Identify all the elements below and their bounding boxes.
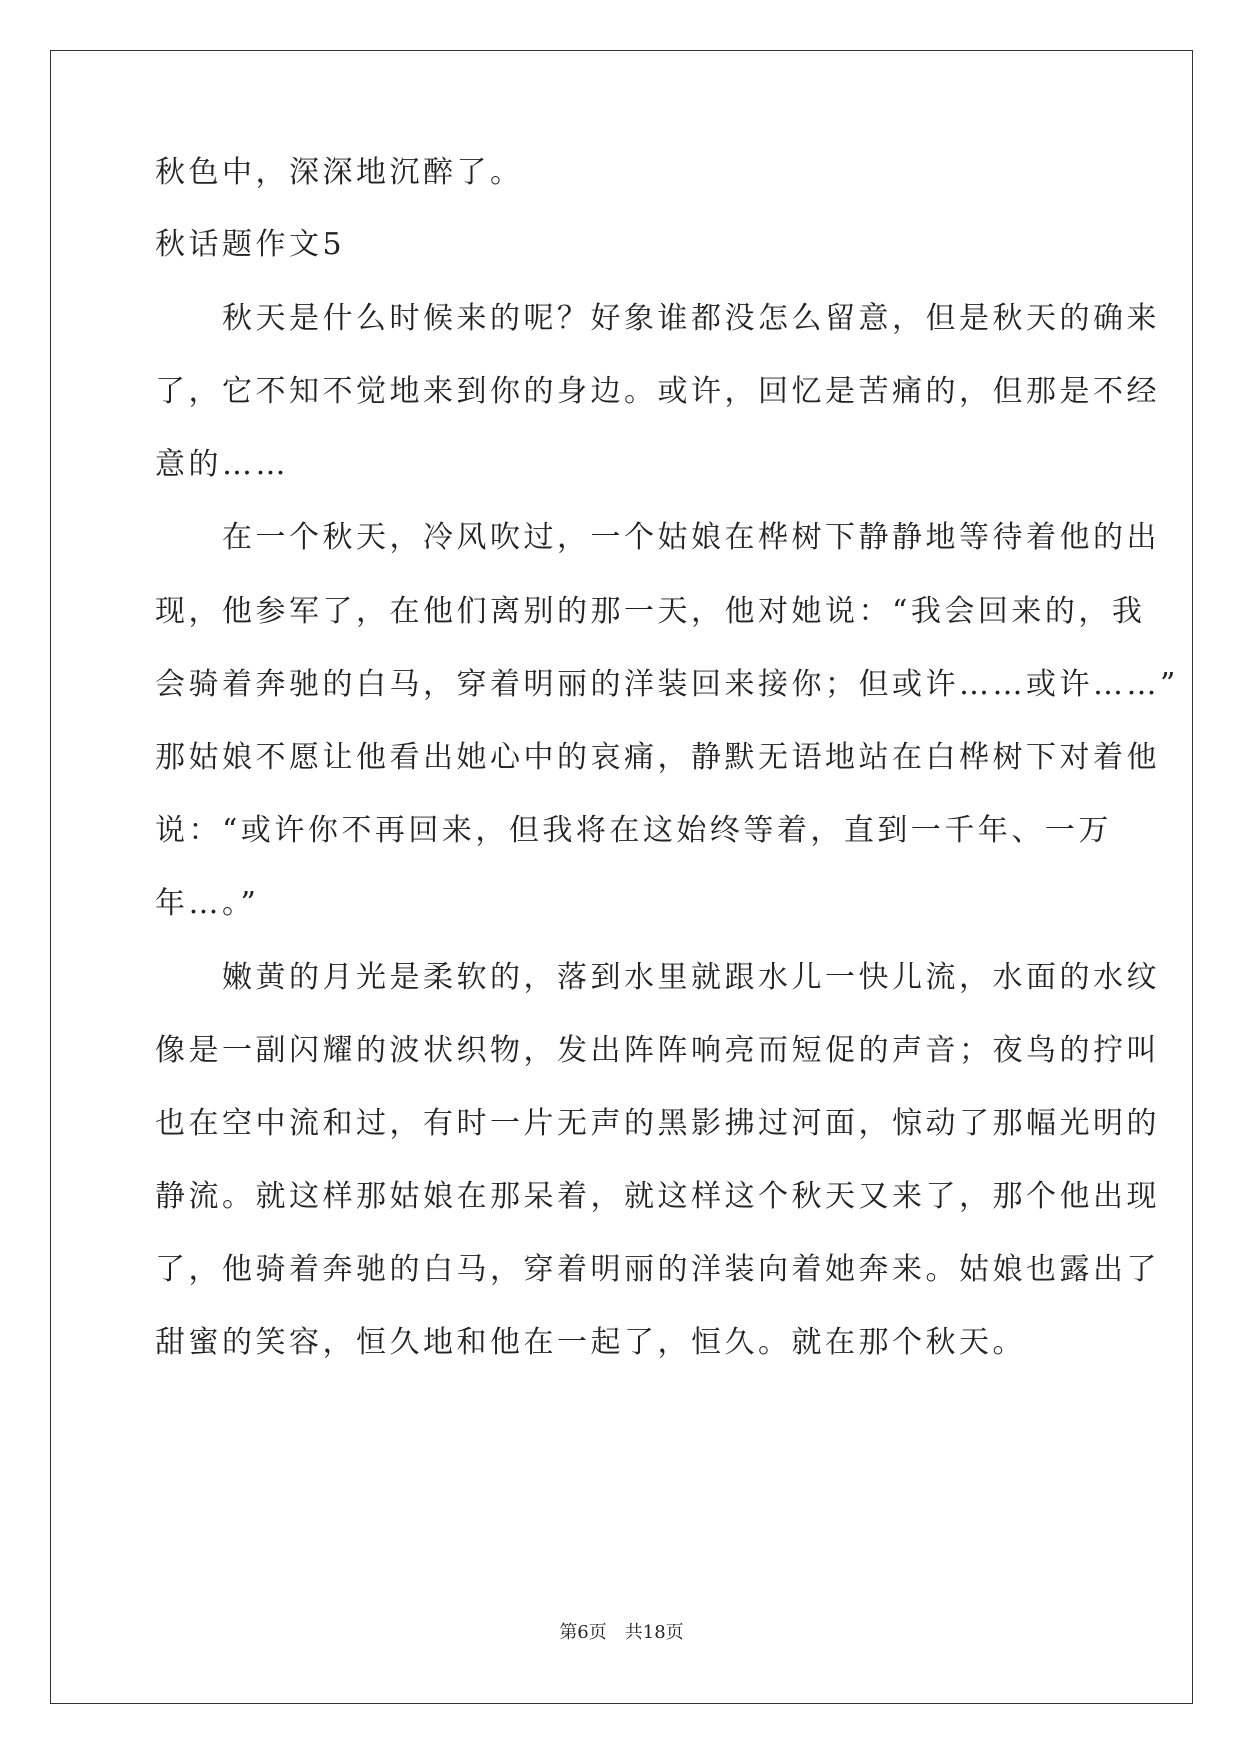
paragraph-line: 静流。就这样那姑娘在那呆着，就这样这个秋天又来了，那个他出现: [155, 1179, 1160, 1214]
document-page: [50, 50, 1193, 1704]
paragraph-line: 在一个秋天，冷风吹过，一个姑娘在桦树下静静地等待着他的出: [155, 520, 1160, 555]
section-heading: 秋话题作文5: [155, 227, 346, 262]
paragraph-line: 年…。”: [155, 886, 260, 921]
paragraph-line: 了，它不知不觉地来到你的身边。或许，回忆是苦痛的，但那是不经: [155, 374, 1160, 409]
paragraph-line: 那姑娘不愿让他看出她心中的哀痛，静默无语地站在白桦树下对着他: [155, 740, 1160, 775]
paragraph-line: 意的……: [155, 447, 289, 482]
paragraph-line: 现，他参军了，在他们离别的那一天，他对她说：“我会回来的，我: [155, 594, 1146, 629]
paragraph-line: 会骑着奔驰的白马，穿着明丽的洋装回来接你；但或许……或许……”: [155, 667, 1179, 702]
paragraph-line: 秋天是什么时候来的呢？好象谁都没怎么留意，但是秋天的确来: [155, 301, 1160, 336]
paragraph-line: 说：“或许你不再回来，但我将在这始终等着，直到一千年、一万: [155, 813, 1112, 848]
paragraph-line: 秋色中，深深地沉醉了。: [155, 155, 524, 190]
page-footer: 第6页 共18页: [559, 1622, 684, 1643]
paragraph-line: 像是一副闪耀的波状织物，发出阵阵响亮而短促的声音；夜鸟的拧叫: [155, 1033, 1160, 1068]
paragraph-line: 甜蜜的笑容，恒久地和他在一起了，恒久。就在那个秋天。: [155, 1325, 1026, 1360]
paragraph-line: 嫩黄的月光是柔软的，落到水里就跟水儿一快儿流，水面的水纹: [155, 960, 1160, 995]
paragraph-line: 也在空中流和过，有时一片无声的黑影拂过河面，惊动了那幅光明的: [155, 1106, 1160, 1141]
paragraph-line: 了，他骑着奔驰的白马，穿着明丽的洋装向着她奔来。姑娘也露出了: [155, 1252, 1160, 1287]
